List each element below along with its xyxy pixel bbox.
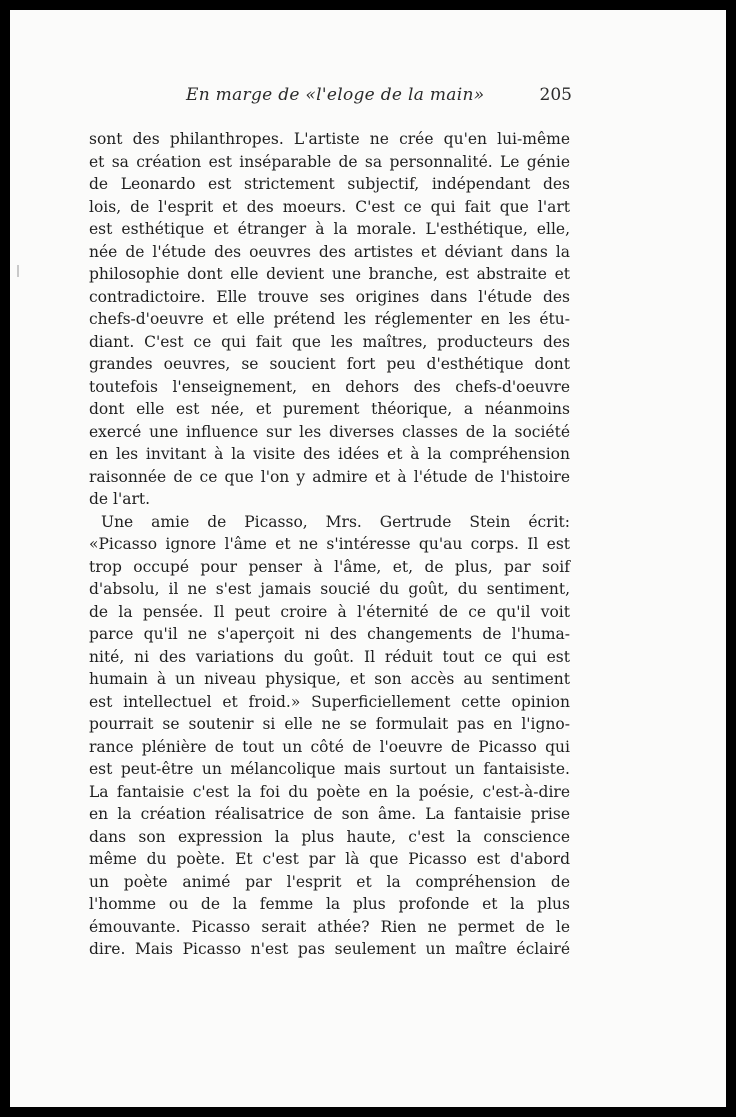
text-line: rance plénière de tout un côté de l'oeuvre de Picasso qui xyxy=(89,737,570,756)
text-line: d'absolu, il ne s'est jamais soucié du goût, du sentiment, xyxy=(89,580,570,598)
text-line: est peut-être un mélancolique mais surtout un fantaisiste. xyxy=(89,760,570,778)
text-line: diant. C'est ce qui fait que les maîtres, producteurs des xyxy=(89,332,570,351)
text-line: raisonnée de ce que l'on y admire et à l'étude de l'histoire xyxy=(89,467,570,486)
body-text xyxy=(89,128,570,961)
text-line: en les invitant à la visite des idées et à la compréhension xyxy=(89,445,570,463)
page-number: 205 xyxy=(539,85,572,105)
text-line: «Picasso ignore l'âme et ne s'intéresse qu'au corps. Il est xyxy=(89,535,570,553)
text-line: dans son expression la plus haute, c'est la conscience xyxy=(89,827,570,846)
text-line: philosophie dont elle devient une branche, est abstraite et xyxy=(89,265,570,283)
text-line: grandes oeuvres, se soucient fort peu d'esthétique dont xyxy=(89,355,570,373)
text-line: l'homme ou de la femme la plus profonde et la plus xyxy=(89,895,570,913)
text-line: un poète animé par l'esprit et la compréhension de xyxy=(89,872,570,891)
text-line: exercé une influence sur les diverses classes de la société xyxy=(89,422,570,441)
running-title: En marge de «l'eloge de la main» xyxy=(186,85,485,105)
text-line: trop occupé pour penser à l'âme, et, de plus, par soif xyxy=(89,557,570,576)
text-line: même du poète. Et c'est par là que Picasso est d'abord xyxy=(89,850,570,868)
text-line: toutefois l'enseignement, en dehors des chefs-d'oeuvre xyxy=(89,377,570,396)
text-line: humain à un niveau physique, et son accès au sentiment xyxy=(89,670,570,688)
text-line: parce qu'il ne s'aperçoit ni des changements de l'huma- xyxy=(89,625,570,643)
book-page xyxy=(10,10,726,1107)
text-line: de la pensée. Il peut croire à l'éternité de ce qu'il voit xyxy=(89,602,570,621)
running-head xyxy=(90,85,574,113)
text-line: chefs-d'oeuvre et elle prétend les réglementer en les étu- xyxy=(89,310,570,328)
text-line: lois, de l'esprit et des moeurs. C'est ce qui fait que l'art xyxy=(89,197,570,216)
text-line: de Leonardo est strictement subjectif, indépendant des xyxy=(89,175,570,193)
text-line: et sa création est inséparable de sa personnalité. Le génie xyxy=(89,152,570,171)
text-line: dire. Mais Picasso n'est pas seulement un maître éclairé xyxy=(89,940,570,958)
text-line: pourrait se soutenir si elle ne se formulait pas en l'igno- xyxy=(89,715,570,733)
text-line: née de l'étude des oeuvres des artistes et déviant dans la xyxy=(89,242,570,261)
text-line: en la création réalisatrice de son âme. La fantaisie prise xyxy=(89,805,570,823)
text-line: La fantaisie c'est la foi du poète en la poésie, c'est-à-dire xyxy=(89,782,570,801)
scan-mark xyxy=(17,265,19,277)
text-line: de l'art. xyxy=(89,490,151,508)
text-line: émouvante. Picasso serait athée? Rien ne permet de le xyxy=(89,917,570,936)
text-line-paragraph-start: Une amie de Picasso, Mrs. Gertrude Stein écrit: xyxy=(101,512,570,531)
text-line: est esthétique et étranger à la morale. L'esthétique, elle, xyxy=(89,220,570,238)
text-line: sont des philanthropes. L'artiste ne crée qu'en lui-même xyxy=(89,130,570,148)
text-line: dont elle est née, et purement théorique, a néanmoins xyxy=(89,400,570,418)
text-line: est intellectuel et froid.» Superficiellement cette opinion xyxy=(89,692,570,711)
text-line: nité, ni des variations du goût. Il réduit tout ce qui est xyxy=(89,647,570,666)
text-line: contradictoire. Elle trouve ses origines dans l'étude des xyxy=(89,287,570,306)
